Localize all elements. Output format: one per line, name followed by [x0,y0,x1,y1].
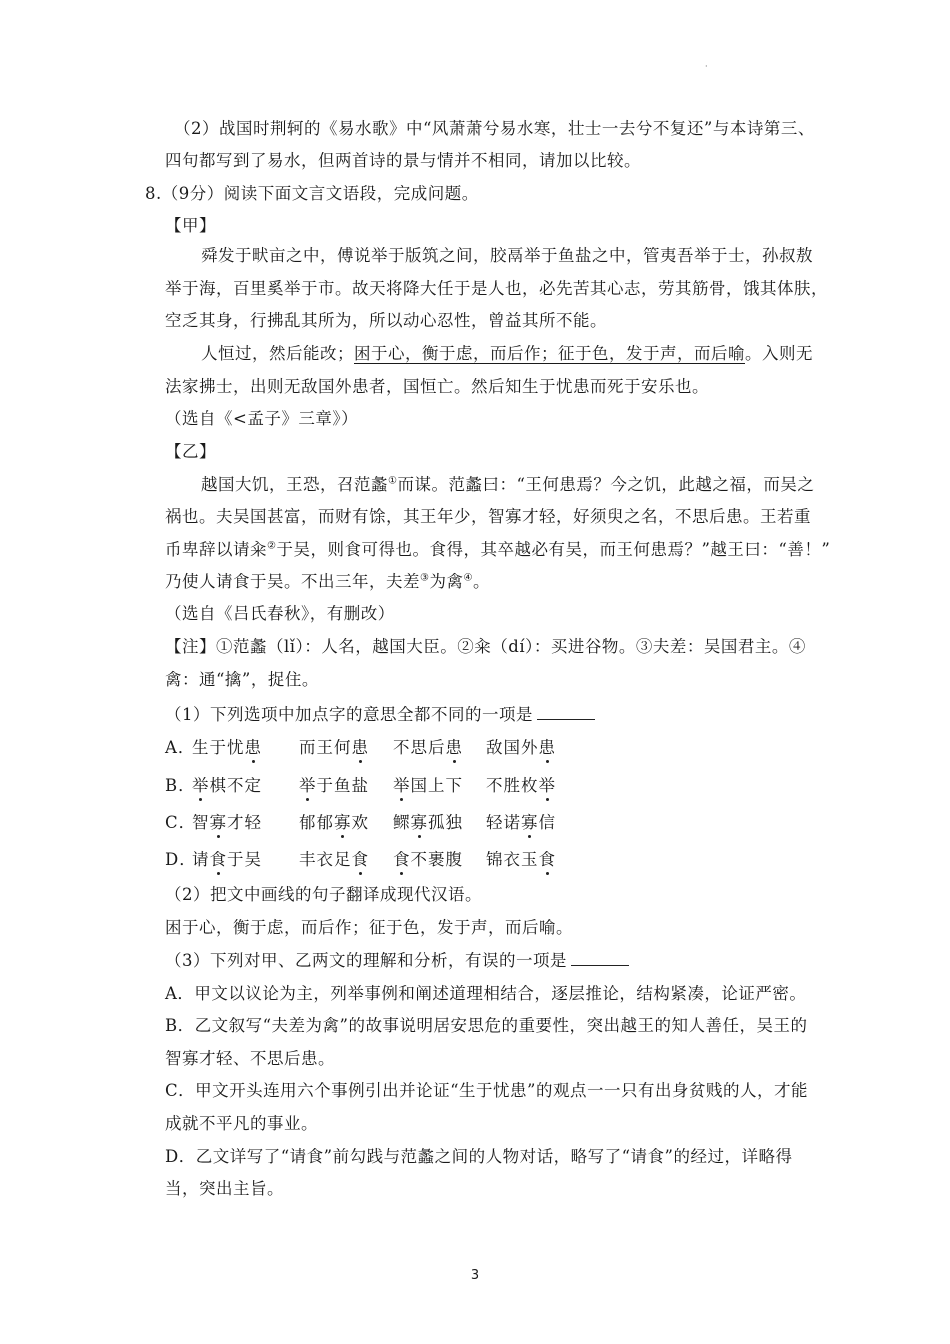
sub3-question [165,950,629,972]
jia-p1-line2: 举于海，百里奚举于市。故天将降大任于是人也，必先苦其心志，劳其筋骨，饿其体肤， [165,279,828,298]
option-c-word-1: 智寡才轻 [192,813,262,832]
yi-label: 【乙】 [165,442,216,461]
option-d-word-2: 丰衣足食 [299,850,369,869]
jia-p1-line3: 空乏其身，行拂乱其所为，所以动心忍性，曾益其所不能。 [165,311,607,330]
sub3-option-a: A．甲文以议论为主，列举事例和阐述道理相结合，逐层推论，结构紧凑，论证严密。 [165,984,807,1003]
option-a-word-2: 而王何患 [299,738,369,757]
sub3-option-b-line2: 智寡才轻、不思后患。 [165,1049,335,1068]
jia-p1-line1: 舜发于畎亩之中，傅说举于版筑之间，胶鬲举于鱼盐之中，管夷吾举于士，孙叔敖 [201,246,813,265]
sub1-question-text: （1）下列选项中加点字的意思全都不同的一项是 [165,705,533,724]
header-mark: · [705,62,708,71]
note-line1: 【注】①范蠡（lǐ）：人名，越国大臣。②籴（dí）：买进谷物。③夫差：吴国君主。④ [165,637,806,656]
option-d-word-3: 食不裹腹 [393,850,463,869]
sub3-option-b-line1: B．乙文叙写“夫差为禽”的故事说明居安思危的重要性，突出越王的知人善任，吴王的 [165,1016,808,1035]
footnote-ref-3: ③ [420,572,430,584]
jia-source: （选自《<孟子》三章》） [165,409,359,428]
yi-line1 [201,474,814,496]
option-d-word-4: 锦衣玉食 [486,850,556,869]
yi-line3-b: 于吴，则食可得也。食得，其卒越必有吴，而王何患焉？”越王曰：“善！” [276,540,831,559]
q7-2-line1: （2）战国时荆轲的《易水歌》中“风萧萧兮易水寒，壮士一去兮不复还”与本诗第三、 [174,119,815,138]
footnote-ref-4: ④ [463,572,473,584]
q8-heading: 8.（9分）阅读下面文言文语段，完成问题。 [145,184,479,203]
yi-line1-a: 越国大饥，王恐，召范蠡 [201,475,388,494]
jia-p2-line2: 法家拂士，出则无敌国外患者，国恒亡。然后知生于忧患而死于安乐也。 [165,377,709,396]
yi-line1-b: 而谋。范蠡曰：“王何患焉？今之饥，此越之福，而吴之 [397,475,815,494]
footnote-ref-1: ① [388,475,398,487]
option-d-label: D． [165,850,197,869]
jia-p2-line1 [201,343,813,365]
underlined-sentence: 困于心，衡于虑，而后作；征于色，发于声，而后喻 [354,344,745,363]
note-line2: 禽：通“擒”，捉住。 [165,670,319,689]
option-a-word-4: 敌国外患 [486,738,556,757]
option-c-word-3: 鳏寡孤独 [393,813,463,832]
answer-blank-3[interactable] [571,950,629,966]
option-b-label: B． [165,776,196,795]
option-a-label: A． [165,738,196,757]
yi-line3-a: 币卑辞以请籴 [165,540,267,559]
yi-line4 [165,571,490,593]
option-b-word-1: 举棋不定 [192,776,262,795]
option-d-word-1: 请食于吴 [192,850,262,869]
yi-source: （选自《吕氏春秋》，有删改） [165,604,395,623]
sub2-question: （2）把文中画线的句子翻译成现代汉语。 [165,885,482,904]
yi-line2: 祸也。夫吴国甚富，而财有馀，其王年少，智寡才轻，好须臾之名，不思后患。王若重 [165,507,811,526]
option-c-word-4: 轻诺寡信 [486,813,556,832]
sub2-sentence: 困于心，衡于虑，而后作；征于色，发于声，而后喻。 [165,918,573,937]
page-number: 3 [470,1268,480,1283]
yi-line4-b: 为禽 [429,572,464,591]
option-a-word-1: 生于忧患 [192,738,262,757]
yi-line4-a: 乃使人请食于吴。不出三年，夫差 [165,572,420,591]
jia-p2-pre: 人恒过，然后能改； [201,344,354,363]
option-c-word-2: 郁郁寡欢 [299,813,369,832]
jia-p2-post: 。入则无 [745,344,813,363]
sub3-option-d-line1: D．乙文详写了“请食”前勾践与范蠡之间的人物对话，略写了“请食”的经过，详略得 [165,1147,793,1166]
option-b-word-3: 举国上下 [393,776,463,795]
sub3-option-d-line2: 当，突出主旨。 [165,1179,284,1198]
sub1-question [165,704,595,726]
footnote-ref-2: ② [267,540,277,552]
option-b-word-2: 举于鱼盐 [299,776,369,795]
q7-2-line2: 四句都写到了易水，但两首诗的景与情并不相同，请加以比较。 [165,151,641,170]
option-a-word-3: 不思后患 [393,738,463,757]
yi-line3 [165,539,830,561]
option-b-word-4: 不胜枚举 [486,776,556,795]
option-c-label: C． [165,813,197,832]
yi-line4-c: 。 [472,572,490,591]
sub3-question-text: （3）下列对甲、乙两文的理解和分析，有误的一项是 [165,951,567,970]
answer-blank-1[interactable] [537,704,595,720]
sub3-option-c-line2: 成就不平凡的事业。 [165,1114,318,1133]
jia-label: 【甲】 [165,216,216,235]
sub3-option-c-line1: C．甲文开头连用六个事例引出并论证“生于忧患”的观点一一只有出身贫贱的人，才能 [165,1081,808,1100]
